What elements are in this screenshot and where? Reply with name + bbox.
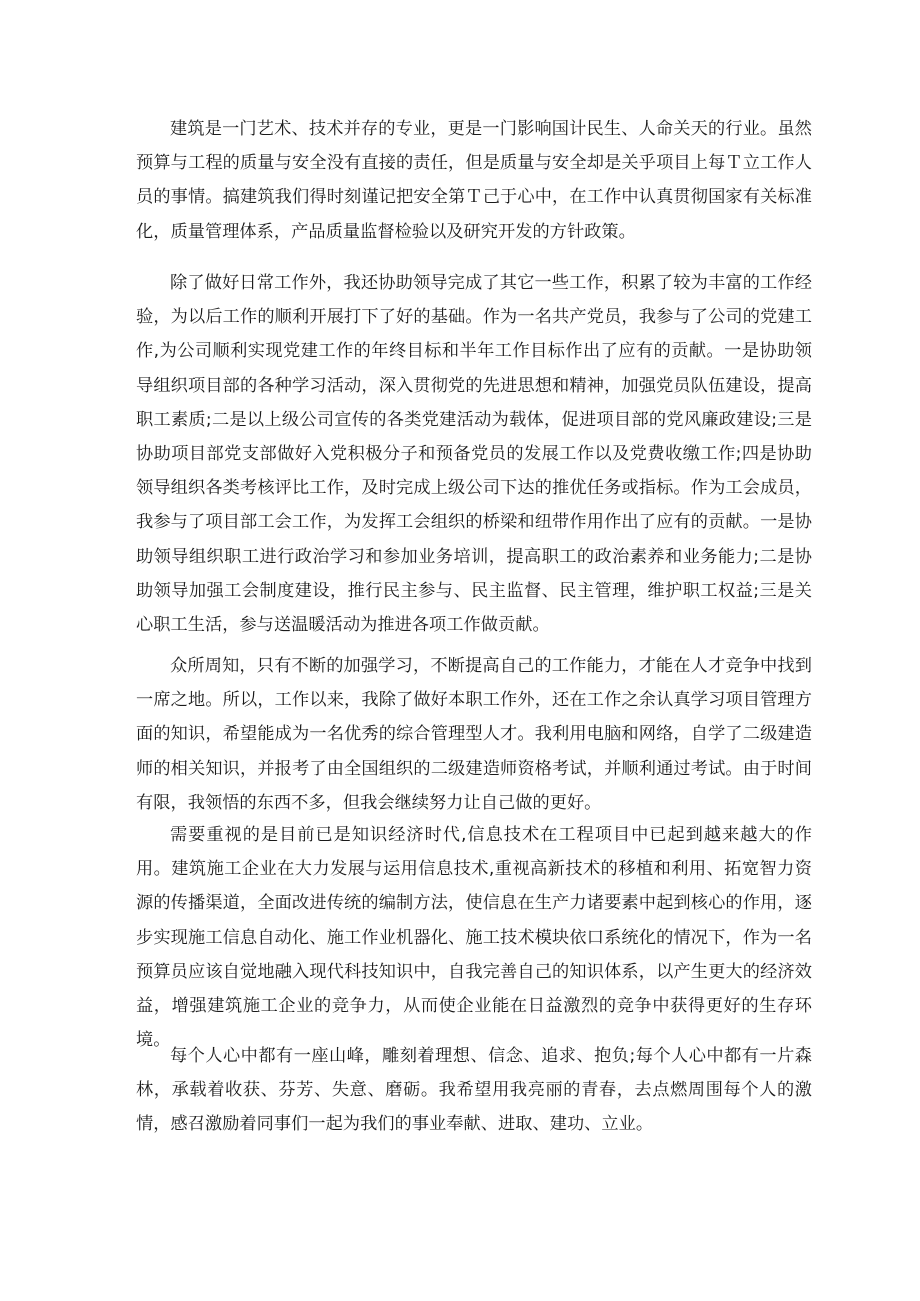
paragraph-5: 每个人心中都有一座山峰，雕刻着理想、信念、追求、抱负;每个人心中都有一片森林，承载着收获、芬芳、失意、磨砺。我希望用我亮丽的青春，去点燃周围每个人的激情，感召激励着同事们一起为我们的事业奉献、进取、建功、立业。 — [136, 1046, 812, 1135]
paragraph-4: 需要重视的是目前已是知识经济时代,信息技术在工程项目中已起到越来越大的作用。建筑施工企业在大力发展与运用信息技术,重视高新技术的移植和利用、拓宽智力资源的传播渠道，全面改进传统的编制方法，使信息在生产力诸要素中起到核心的作用，逐步实现施工信息自动化、施工作业机器化、施工技术模块依口系统化的情况下，作为一名预算员应该自觉地融入现代科技知识中，自我完善自己的知识体系，以产生更大的经济效益，增强建筑施工企业的竞争力，从而使企业能在日益激烈的竞争中获得更好的生存环境。 — [136, 825, 812, 1051]
paragraph-3: 众所周知，只有不断的加强学习，不断提高自己的工作能力，才能在人才竞争中找到一席之地。所以，工作以来，我除了做好本职工作外，还在工作之余认真学习项目管理方面的知识，希望能成为一名优秀的综合管理型人才。我利用电脑和网络，自学了二级建造师的相关知识，并报考了由全国组织的二级建造师资格考试，并顺利通过考试。由于时间有限，我领悟的东西不多，但我会继续努力让自己做的更好。 — [136, 656, 812, 813]
paragraph-1: 建筑是一门艺术、技术并存的专业，更是一门影响国计民生、人命关天的行业。虽然预算与工程的质量与安全没有直接的责任，但是质量与安全却是关乎项目上每Ｔ立工作人员的事情。搞建筑我们得时刻谨记把安全第Ｔ己于心中，在工作中认真贯彻国家有关标准化，质量管理体系，产品质量监督检验以及研究开发的方针政策。 — [136, 119, 812, 242]
paragraph-2: 除了做好日常工作外，我还协助领导完成了其它一些工作，积累了较为丰富的工作经验，为以后工作的顺利开展打下了好的基础。作为一名共产党员，我参与了公司的党建工作,为公司顺利实现党建工作的年终目标和半年工作目标作出了应有的贡献。一是协助领导组织项目部的各种学习活动，深入贯彻党的先进思想和精神，加强党员队伍建设，提高职工素质;二是以上级公司宣传的各类党建活动为载体，促进项目部的党风廉政建设;三是协助项目部党支部做好入党积极分子和预备党员的发展工作以及党费收缴工作;四是协助领导组织各类考核评比工作，及时完成上级公司下达的推优任务或指标。作为工会成员，我参与了项目部工会工作，为发挥工会组织的桥梁和纽带作用作出了应有的贡献。一是协助领导组织职工进行政治学习和参加业务培训，提高职工的政治素养和业务能力;二是协助领导加强工会制度建设，推行民主参与、民主监督、民主管理，维护职工权益;三是关心职工生活，参与送温暖活动为推进各项工作做贡献。 — [136, 273, 812, 636]
